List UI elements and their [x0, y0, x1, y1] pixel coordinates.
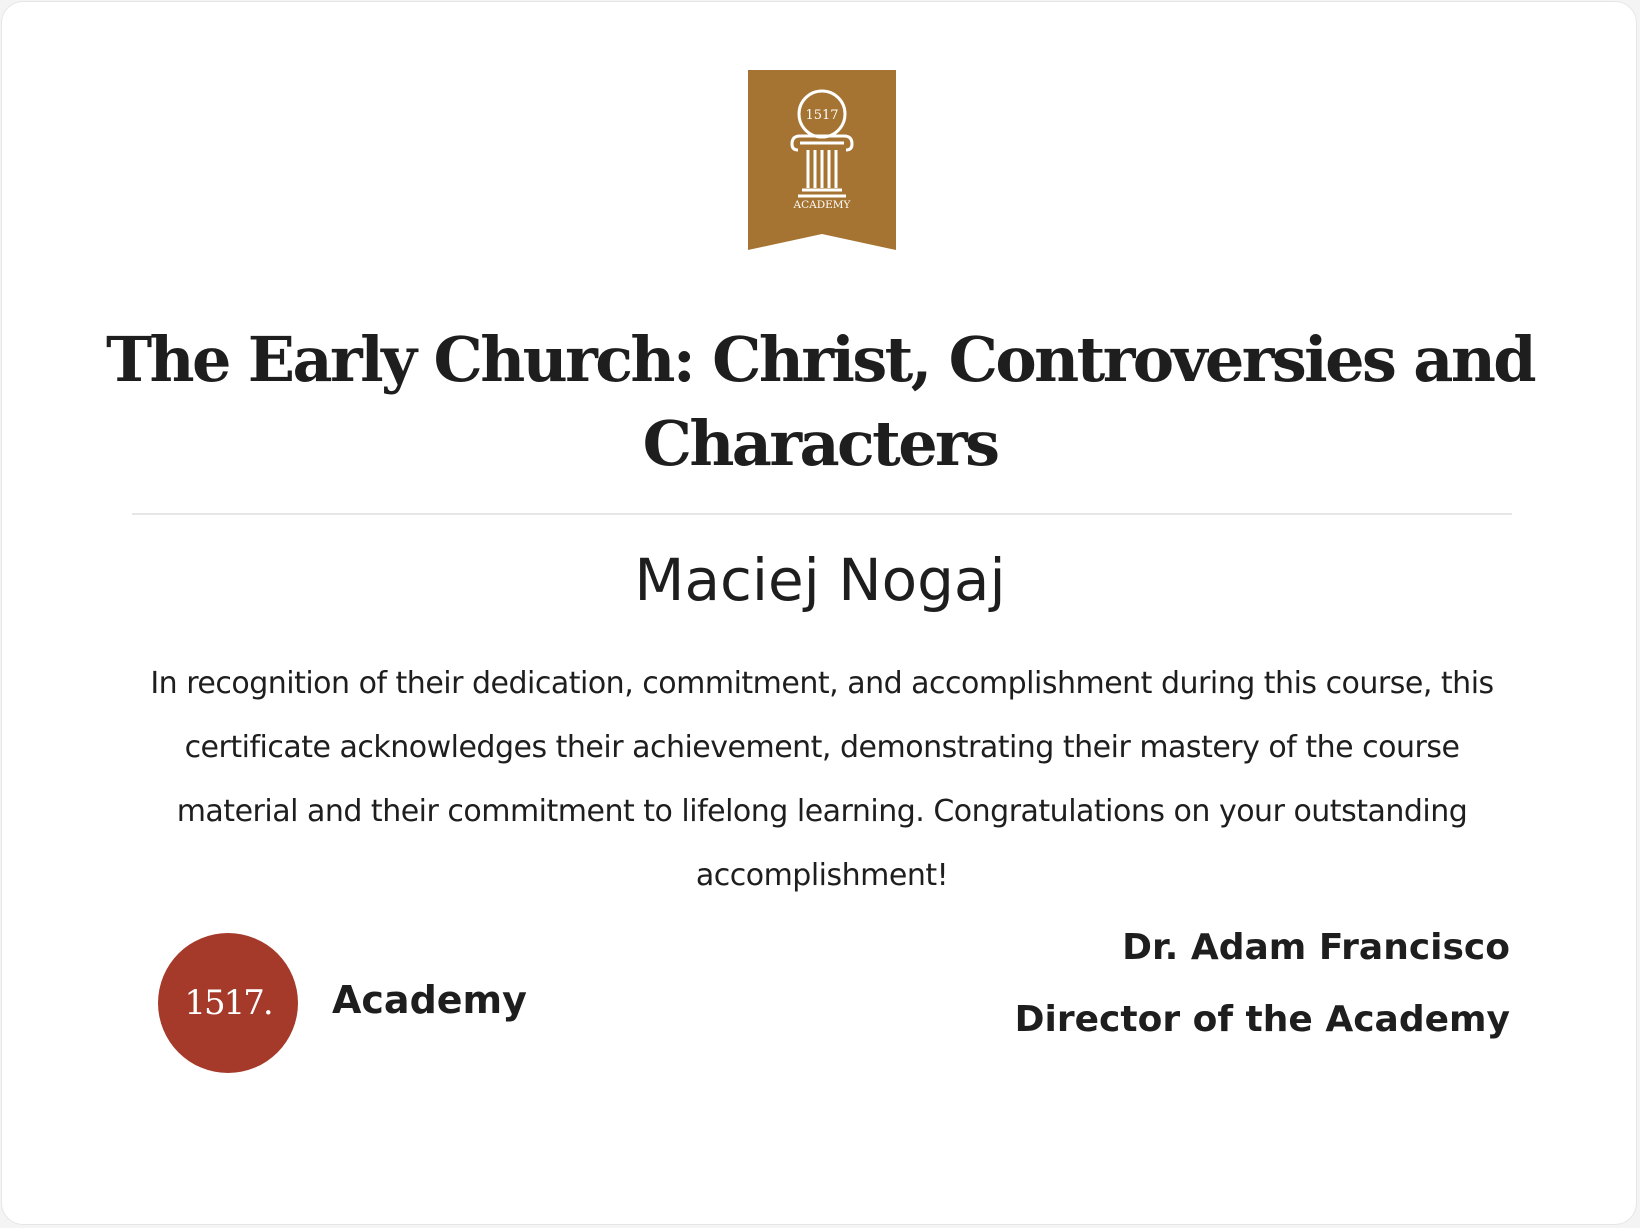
recipient-name: Maciej Nogaj	[634, 546, 1006, 614]
academy-seal-logo	[158, 933, 298, 1073]
certificate-card	[1, 1, 1637, 1225]
course-title: The Early Church: Christ, Controversies and Characters	[105, 323, 1535, 480]
ribbon-year: 1517	[805, 108, 839, 123]
academy-ribbon-logo	[748, 70, 896, 250]
recognition-statement: In recognition of their dedication, commitment, and accomplishment during this course, this certificate acknowledges their achievement, demonstrating their mastery of the course material and their commitment to lifelong learning. Congratulations on your outstanding accomplishment!	[150, 666, 1494, 893]
organization-name: Academy	[332, 978, 527, 1022]
signer-title: Director of the Academy	[1014, 999, 1510, 1040]
seal-label: 1517.	[184, 983, 272, 1023]
signer-name: Dr. Adam Francisco	[1122, 927, 1510, 968]
title-divider	[132, 513, 1512, 515]
ribbon-label: ACADEMY	[793, 199, 851, 211]
